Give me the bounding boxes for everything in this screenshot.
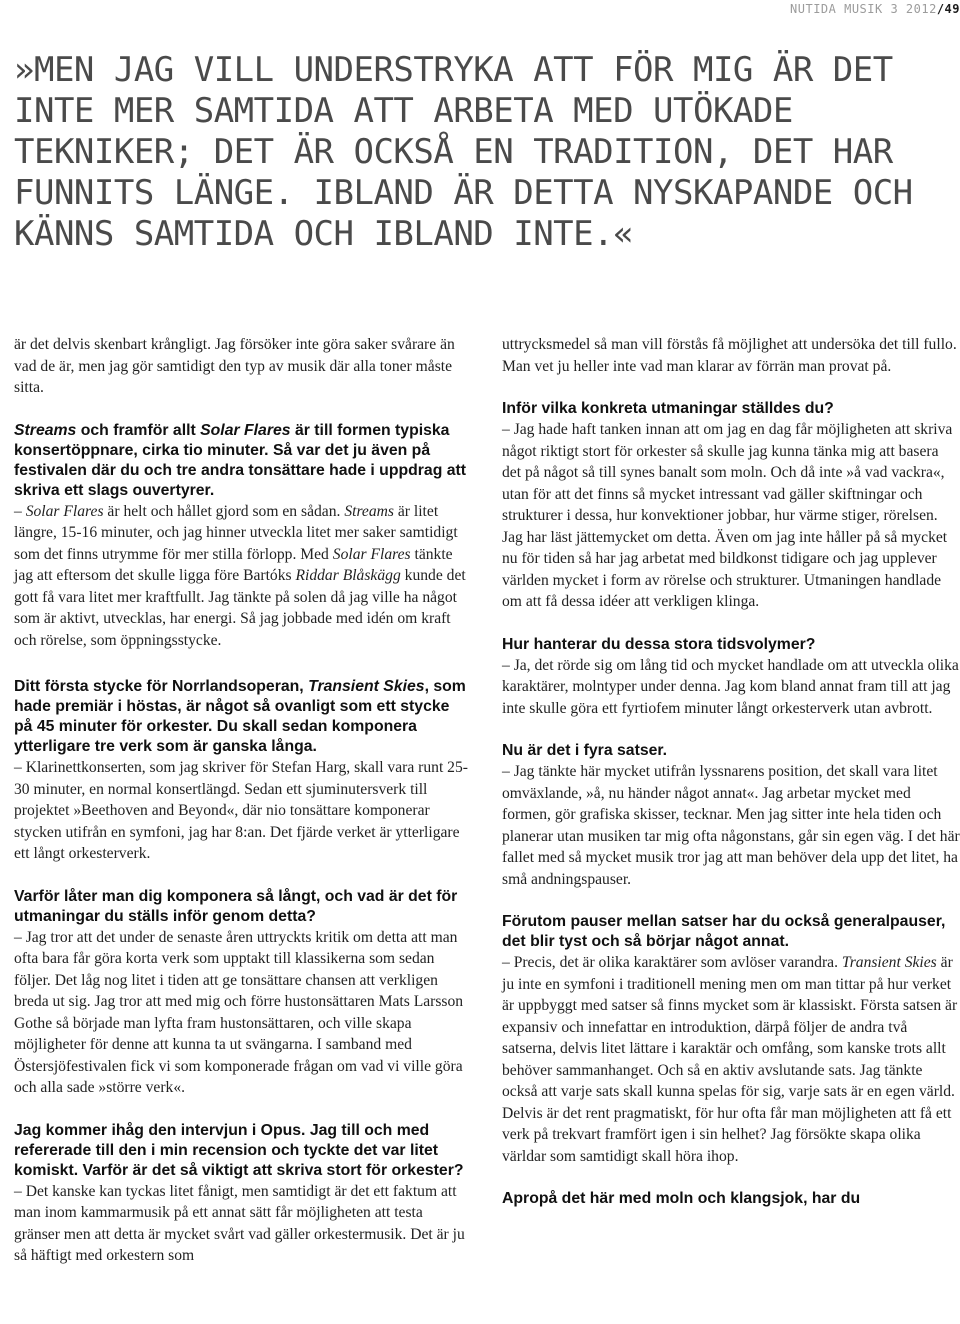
work-title: Streams [14, 421, 77, 439]
header-separator: / [936, 2, 945, 16]
work-title: Solar Flares [200, 421, 291, 439]
question: Jag kommer ihåg den intervjun i Opus. Jag till och med refererade till den i min recension och tyckte det var litet komiskt. Varför är det så viktigt att skriva stort för orkester? [14, 1121, 464, 1179]
answer: – Klarinettkonserten, som jag skriver för Stefan Harg, skall vara runt 25-30 minuter, en normal konsertlängd. Sedan ett sjuminutersverk till projektet »Beethoven and Beyond«, där nio tonsättare komponerar stycken utifrån en symfoni, jag har 8:an. Det fjärde verket är ytterligare ett långt orkesterverk. [14, 759, 468, 862]
work-title: Transient Skies [308, 678, 425, 695]
right-column [502, 334, 960, 1209]
left-column [14, 334, 472, 1267]
question: Ditt första stycke för Norrlandsoperan, Transient Skies, som hade premiär i höstas, är något så ovanligt som ett stycke på 45 minuter för orkester. Du skall sedan komponera ytterligare tre verk som är ganska långa. [14, 678, 466, 755]
question: Varför låter man dig komponera så långt, och vad är det för utmaningar du ställs inför genom detta? [14, 887, 458, 925]
answer: – Jag tror att det under de senaste åren uttryckts kritik om detta att man ofta bara får göra korta verk som upptakt till klassikerna som sedan följer. Det låg nog litet i tiden att ge tonsättare chansen att verkligen breda ut sig. Jag tror att med mig och förre hustonsättaren Mats Larsson Gothe så började man lyfta fram hustonsättaren, och ville skapa möjligheter för denne att kunna ta ut svängarna. I samband med Östersjöfestivalen fick vi som komponerade frågan om vad vi ville göra och alla sade »större verk«. [14, 928, 464, 1096]
pull-quote: »MEN JAG VILL UNDERSTRYKA ATT FÖR MIG ÄR DET INTE MER SAMTIDA ATT ARBETA MED UTÖKADE TEKNIKER; DET ÄR OCKSÅ EN TRADITION, DET HAR FUNNITS LÄNGE. IBLAND ÄR DETTA NYSKAPANDE OCH KÄNNS SAMTIDA OCH IBLAND INTE.« [14, 50, 913, 254]
answer: – Det kanske kan tyckas litet fånigt, men samtidigt är det ett faktum att man inom kammarmusik på ett annat sätt får möjligheten att testa gränser men att detta är mycket svårt vad gäller orkestermusik. Det är ju så häftigt med orkestern som [14, 1182, 465, 1264]
question: Förutom pauser mellan satser har du också generalpauser, det blir tyst och så börjar något annat. [502, 913, 946, 950]
paragraph: uttrycksmedel så man vill förstås få möjlighet att undersöka det till fullo. Man vet ju heller inte vad man klarar av förrän man provat på. [502, 336, 957, 375]
paragraph: är det delvis skenbart krångligt. Jag försöker inte göra saker svårare än vad de är, men jag gör samtidigt den typ av musik där alla toner måste sitta. [14, 336, 455, 396]
question: Streams och framför allt Solar Flares är till formen typiska konsertöppnare, cirka tio minuter. Så var det ju även på festivalen där du och tre andra tonsättare hade i uppdrag att skriva ett slags ouvertyrer. [14, 421, 467, 499]
magazine-issue: NUTIDA MUSIK 3 2012 [790, 2, 937, 16]
page-number: 49 [944, 2, 960, 16]
answer: – Jag tänkte här mycket utifrån lyssnarens position, det skall vara litet omväxlande, »å, nu händer något annat«. Jag arbetar mycket med formen, gör grafiska skisser, tecknar. Men jag sitter inte hela tiden och planerar utan musiken tar mig ofta någonstans, går sin egen väg. I det här fallet med så mycket musik tror jag att man behöver dela upp det litet, ha små andningspauser. [502, 763, 960, 888]
question: Nu är det i fyra satser. [502, 742, 668, 759]
page-header [560, 2, 960, 16]
answer: – Ja, det rörde sig om lång tid och mycket handlade om att utveckla olika karaktärer, molntyper under denna. Jag kom bland annat fram till att jag inte skulle göra ett fyrtiofem minuter långt orkesterverk utan avbrott. [502, 656, 959, 717]
work-title: Transient Skies [841, 954, 937, 971]
answer: – Solar Flares är helt och hållet gjord som en sådan. Streams är litet längre, 15-16 minuter, och jag hinner utveckla litet mer saker samtidigt som det finns utrymme för mer stilla förlopp. Med Solar Flares tänkte jag att eftersom det skulle ligga före Bartóks Riddar Blåskägg kunde det gott få vara litet mer kraftfullt. Jag tänkte på solen då jag ville ha något som är aktivt, utvecklas, har energi. Så jag jobbade med idén om kraft och rörelse, som öppningsstycke. [14, 502, 466, 649]
question: Inför vilka konkreta utmaningar ställdes du? [502, 400, 834, 417]
answer: – Precis, det är olika karaktärer som avlöser varandra. Transient Skies är ju inte en symfoni i traditionell mening men om man tittar på hur verket är uppbyggt med satser så finns mycket som är klassiskt. Första satsen är expansiv och innefattar en introduktion, därpå följer de andra två satserna, delvis litet lättare i karaktär och omfång, som kanske trots allt behöver sammanhanget. Och så en aktiv avslutande sats. Jag tänkte också att varje sats skall kunna spelas för sig, varje sats är en egen värld. Delvis är det rent pragmatiskt, för hur ofta får man möjligheten att få ett verk på trekvart framfört igen i sin helhet? Jag försökte skapa olika världar som samtidigt skall höra ihop. [502, 954, 958, 1165]
question: Hur hanterar du dessa stora tidsvolymer? [502, 635, 816, 653]
answer: – Jag hade haft tanken innan att om jag en dag får möjligheten att skriva något riktigt stort för orkester så skulle jag kunna tänka mig att basera det på något så till synes banalt som moln. Och då inte »å vad vackra«, utan för att det finns så mycket intressant vad gäller skiftningar och strukturer i dessa, hur konvektioner jobbar, hur värme stiger, rörelsen. Jag har läst jättemycket om detta. Även om jag inte håller på så mycket nu för tiden så har jag arbetat med bildkonst tidigare och jag upplever världen mycket i form av rörelse och strukturer. Utmaningen handlade om att få dessa idéer att verkligen klinga. [502, 421, 953, 610]
question: Apropå det här med moln och klangsjok, har du [502, 1190, 861, 1207]
